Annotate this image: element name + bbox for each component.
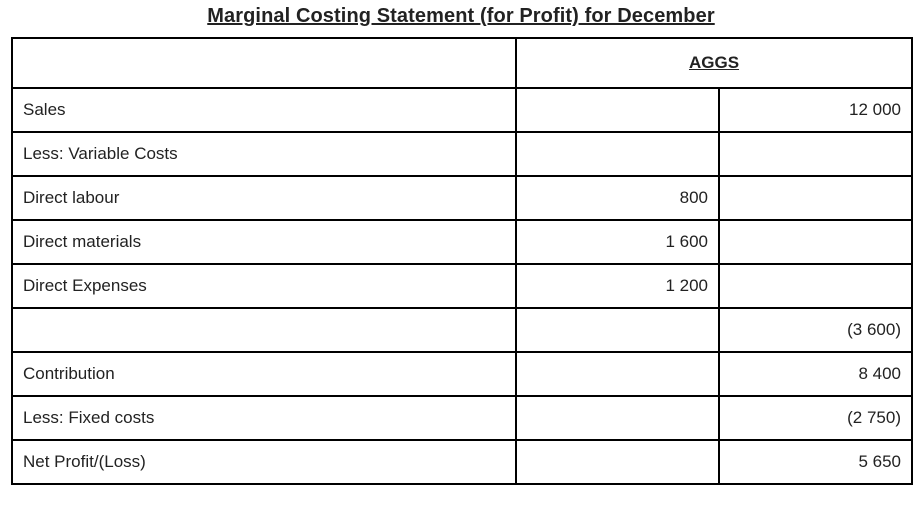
row-total-value — [719, 264, 912, 308]
row-label: Contribution — [12, 352, 516, 396]
table-row — [12, 308, 912, 352]
header-aggs-cell: AGGS — [516, 38, 912, 88]
table-row — [12, 88, 912, 132]
row-subtotal-value: 1 600 — [516, 220, 719, 264]
table-row — [12, 440, 912, 484]
marginal-costing-table — [11, 37, 913, 485]
table-header-row — [12, 38, 912, 88]
row-label: Sales — [12, 88, 516, 132]
row-total-value — [719, 220, 912, 264]
statement-title: Marginal Costing Statement (for Profit) for December — [207, 5, 715, 27]
row-total-value — [719, 176, 912, 220]
row-subtotal-value — [516, 308, 719, 352]
row-label: Less: Fixed costs — [12, 396, 516, 440]
table-row — [12, 396, 912, 440]
row-subtotal-value — [516, 352, 719, 396]
row-total-value: 5 650 — [719, 440, 912, 484]
row-subtotal-value — [516, 396, 719, 440]
row-total-value: (3 600) — [719, 308, 912, 352]
header-description-cell — [12, 38, 516, 88]
row-subtotal-value — [516, 440, 719, 484]
row-total-value — [719, 132, 912, 176]
table-row — [12, 352, 912, 396]
row-label: Net Profit/(Loss) — [12, 440, 516, 484]
table-row — [12, 220, 912, 264]
row-label: Direct Expenses — [12, 264, 516, 308]
row-total-value: (2 750) — [719, 396, 912, 440]
row-total-value: 12 000 — [719, 88, 912, 132]
row-subtotal-value: 800 — [516, 176, 719, 220]
table-row — [12, 176, 912, 220]
table-row — [12, 264, 912, 308]
row-label: Direct labour — [12, 176, 516, 220]
row-subtotal-value — [516, 88, 719, 132]
row-total-value: 8 400 — [719, 352, 912, 396]
row-subtotal-value — [516, 132, 719, 176]
row-label — [12, 308, 516, 352]
row-label: Direct materials — [12, 220, 516, 264]
table-row — [12, 132, 912, 176]
row-label: Less: Variable Costs — [12, 132, 516, 176]
row-subtotal-value: 1 200 — [516, 264, 719, 308]
